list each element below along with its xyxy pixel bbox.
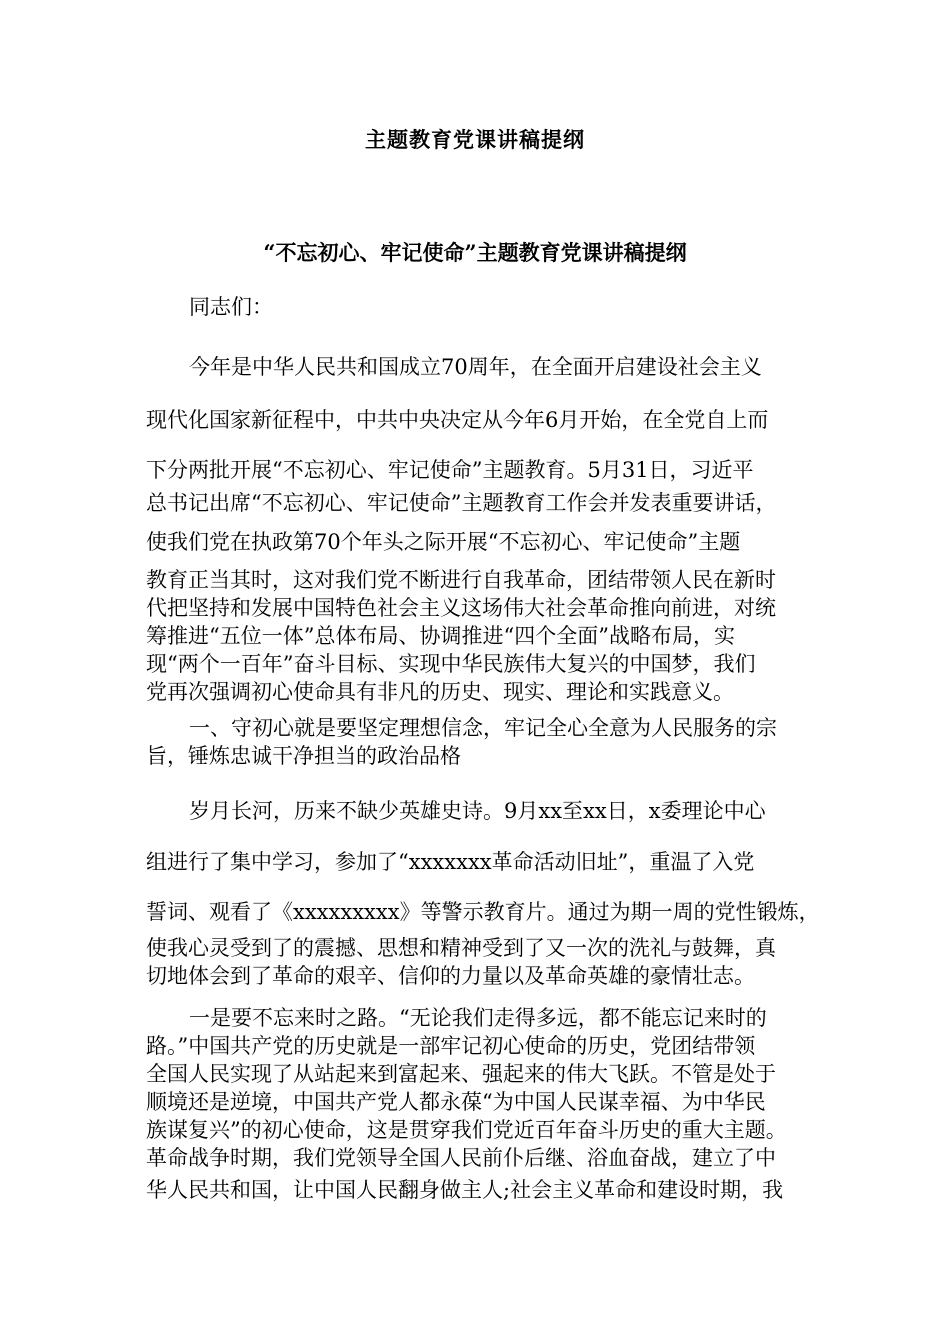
paragraph-line: 华人民共和国，让中国人民翻身做主人;社会主义革命和建设时期，我 xyxy=(146,1178,784,1202)
paragraph-line: 岁月长河，历来不缺少英雄史诗。9月xx至xx日，x委理论中心 xyxy=(189,799,766,823)
section-heading-line: 一、守初心就是要坚定理想信念，牢记全心全意为人民服务的宗 xyxy=(189,716,777,740)
paragraph-line: 使我心灵受到了的震撼、思想和精神受到了又一次的洗礼与鼓舞，真 xyxy=(146,936,776,960)
paragraph-line: 切地体会到了革命的艰辛、信仰的力量以及革命英雄的豪情壮志。 xyxy=(146,964,755,988)
paragraph-line: 筹推进“五位一体”总体布局、协调推进“四个全面”战略布局，实 xyxy=(146,624,735,648)
paragraph-line: 党再次强调初心使命具有非凡的历史、现实、理论和实践意义。 xyxy=(146,680,734,704)
paragraph-line: 顺境还是逆境，中国共产党人都永葆“为中国人民谋幸福、为中华民 xyxy=(146,1090,766,1114)
paragraph-line: 总书记出席“不忘初心、牢记使命”主题教育工作会并发表重要讲话， xyxy=(146,491,777,515)
section-heading-line: 旨，锤炼忠诚干净担当的政治品格 xyxy=(146,744,461,768)
paragraph-line: 使我们党在执政第70个年头之际开展“不忘初心、牢记使命”主题 xyxy=(146,530,741,554)
paragraph-line: 下分两批开展“不忘初心、牢记使命”主题教育。5月31日，习近平 xyxy=(146,458,754,482)
paragraph-line: 路。”中国共产党的历史就是一部牢记初心使命的历史，党团结带领 xyxy=(146,1034,756,1058)
paragraph-line: 代把坚持和发展中国特色社会主义这场伟大社会革命推向前进，对统 xyxy=(146,596,776,620)
paragraph-line: 教育正当其时，这对我们党不断进行自我革命，团结带领人民在新时 xyxy=(146,568,776,592)
paragraph-line: 族谋复兴”的初心使命，这是贯穿我们党近百年奋斗历史的重大主题。 xyxy=(146,1118,787,1142)
paragraph-line: 全国人民实现了从站起来到富起来、强起来的伟大飞跃。不管是处于 xyxy=(146,1062,776,1086)
salutation: 同志们： xyxy=(189,295,273,319)
paragraph-line: 今年是中华人民共和国成立70周年，在全面开启建设社会主义 xyxy=(189,355,762,379)
document-title: 主题教育党课讲稿提纲 xyxy=(365,127,585,152)
paragraph-line: 誓词、观看了《xxxxxxxxx》等警示教育片。通过为期一周的党性锻炼， xyxy=(146,900,820,924)
paragraph-line: 现“两个一百年”奋斗目标、实现中华民族伟大复兴的中国梦，我们 xyxy=(146,652,756,676)
paragraph-line: 组进行了集中学习，参加了“xxxxxxx革命活动旧址”，重温了入党 xyxy=(146,850,755,874)
paragraph-line: 革命战争时期，我们党领导全国人民前仆后继、浴血奋战，建立了中 xyxy=(146,1146,776,1170)
paragraph-line: 一是要不忘来时之路。“无论我们走得多远，都不能忘记来时的 xyxy=(189,1006,767,1030)
paragraph-line: 现代化国家新征程中，中共中央决定从今年6月开始，在全党自上而 xyxy=(146,408,769,432)
document-subtitle: “不忘初心、牢记使命”主题教育党课讲稿提纲 xyxy=(263,240,687,265)
